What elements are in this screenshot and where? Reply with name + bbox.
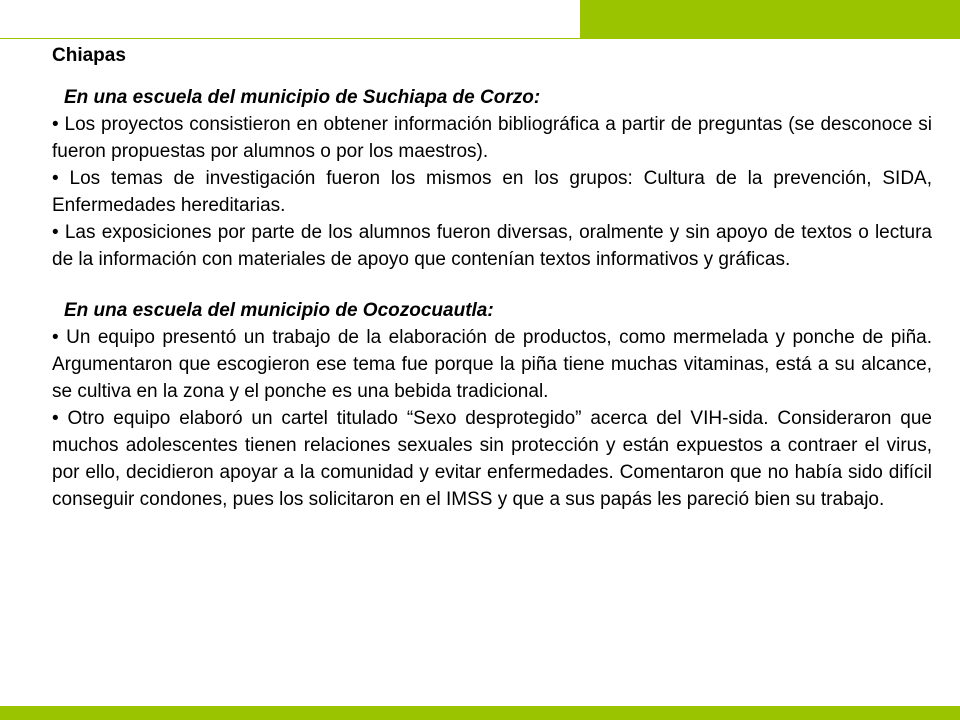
top-accent-block: [580, 0, 960, 39]
bullet-list: [52, 111, 932, 273]
bullet-item: • Las exposiciones por parte de los alumnos fueron diversas, oralmente y sin apoyo de textos o lectura de la información con materiales de apoyo que contenían textos informativos y gráficas.: [52, 219, 932, 273]
bullet-item: • Los temas de investigación fueron los mismos en los grupos: Cultura de la prevención, SIDA, Enfermedades hereditarias.: [52, 165, 932, 219]
section-ocozocuautla: [52, 297, 932, 513]
top-accent-line: [0, 38, 580, 39]
bullet-item: • Los proyectos consistieron en obtener información bibliográfica a partir de preguntas (se desconoce si fueron propuestas por alumnos o por los maestros).: [52, 111, 932, 165]
slide-content: [52, 44, 932, 513]
bullet-item: • Otro equipo elaboró un cartel titulado “Sexo desprotegido” acerca del VIH-sida. Consideraron que muchos adolescentes tienen relaciones sexuales sin protección y están expuestos a contraer el virus, por ello, decidieron apoyar a la comunidad y evitar enfermedades. Comentaron que no había sido difícil conseguir condones, pues los solicitaron en el IMSS y que a sus papás les pareció bien su trabajo.: [52, 405, 932, 513]
bullet-item: • Un equipo presentó un trabajo de la elaboración de productos, como mermelada y ponche de piña. Argumentaron que escogieron ese tema fue porque la piña tiene muchas vitaminas, está a su alcance, se cultiva en la zona y el ponche es una bebida tradicional.: [52, 324, 932, 405]
bullet-list: [52, 324, 932, 513]
section-suchiapa: [52, 84, 932, 273]
section-heading: En una escuela del municipio de Ocozocuautla:: [64, 300, 494, 321]
bottom-accent-bar: [0, 706, 960, 720]
section-heading: En una escuela del municipio de Suchiapa de Corzo:: [64, 87, 541, 108]
slide-title: Chiapas: [52, 45, 126, 66]
